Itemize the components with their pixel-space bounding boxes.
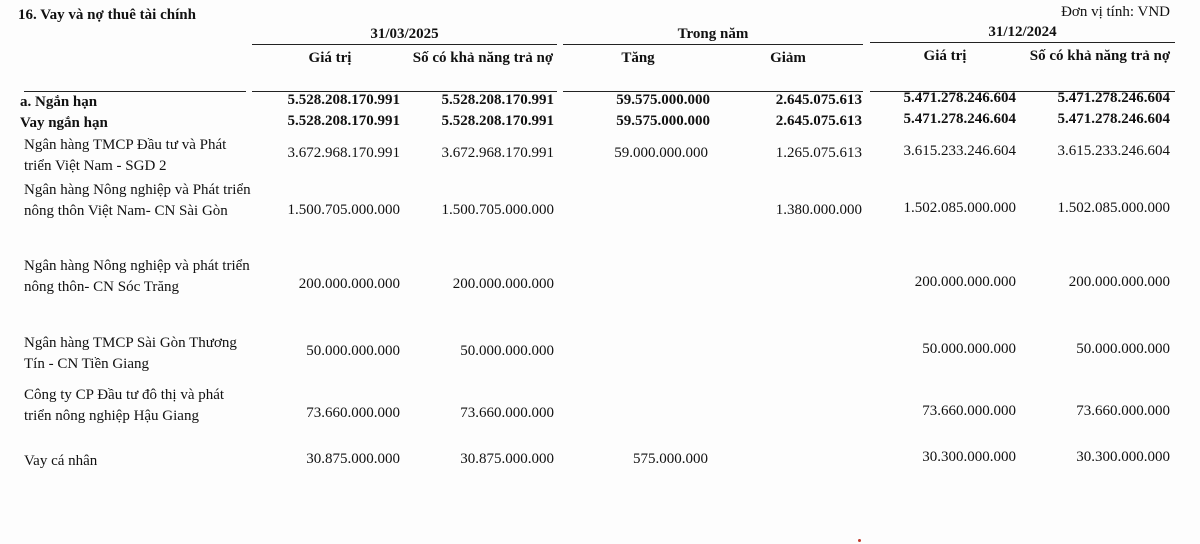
cell-value-1: 50.000.000.000 <box>306 343 400 359</box>
cell-value-2: 5.471.278.246.604 <box>903 90 1016 106</box>
cell-increase: 59.000.000.000 <box>614 145 708 161</box>
cell-decrease: 2.645.075.613 <box>775 92 862 108</box>
column-header-value-1: Giá trị <box>308 50 352 66</box>
scan-speck <box>858 539 861 542</box>
cell-repayable-1: 73.660.000.000 <box>460 405 554 421</box>
cell-repayable-1: 3.672.968.170.991 <box>441 145 554 161</box>
group-rule-during-year <box>563 44 863 45</box>
cell-repayable-2: 1.502.085.000.000 <box>1057 200 1170 216</box>
row-label: Vay ngắn hạn <box>20 115 108 131</box>
cell-repayable-2: 3.615.233.246.604 <box>1057 143 1170 159</box>
group-rule-opening <box>252 44 557 45</box>
cell-value-1: 5.528.208.170.991 <box>287 113 400 129</box>
cell-repayable-2: 5.471.278.246.604 <box>1057 111 1170 127</box>
currency-unit: Đơn vị tính: VND <box>1061 4 1170 20</box>
cell-value-1: 1.500.705.000.000 <box>287 202 400 218</box>
group-header-closing: 31/12/2024 <box>988 24 1057 40</box>
cell-value-2: 5.471.278.246.604 <box>903 111 1016 127</box>
column-header-repayable-1: Số có khả năng trả nợ <box>412 50 554 66</box>
row-label: Ngân hàng Nông nghiệp và phát triển nông thôn- CN Sóc Trăng <box>24 258 250 295</box>
row-label: Vay cá nhân <box>24 453 98 469</box>
cell-value-1: 30.875.000.000 <box>306 451 400 467</box>
cell-repayable-1: 1.500.705.000.000 <box>441 202 554 218</box>
cell-value-2: 1.502.085.000.000 <box>903 200 1016 216</box>
cell-value-2: 200.000.000.000 <box>914 274 1016 290</box>
group-rule-closing <box>870 42 1175 43</box>
cell-value-2: 73.660.000.000 <box>922 403 1016 419</box>
cell-decrease: 1.265.075.613 <box>775 145 862 161</box>
column-header-increase: Tăng <box>621 50 655 66</box>
group-header-opening: 31/03/2025 <box>370 26 439 42</box>
cell-repayable-2: 73.660.000.000 <box>1076 403 1170 419</box>
cell-repayable-2: 50.000.000.000 <box>1076 341 1170 357</box>
cell-value-2: 50.000.000.000 <box>922 341 1016 357</box>
cell-repayable-1: 50.000.000.000 <box>460 343 554 359</box>
cell-value-2: 30.300.000.000 <box>922 449 1016 465</box>
cell-value-1: 73.660.000.000 <box>306 405 400 421</box>
cell-increase: 575.000.000 <box>633 451 708 467</box>
row-label: Ngân hàng TMCP Đầu tư và Phát triển Việt Nam - SGD 2 <box>24 137 227 174</box>
cell-repayable-1: 5.528.208.170.991 <box>441 92 554 108</box>
cell-value-1: 3.672.968.170.991 <box>287 145 400 161</box>
row-label: Công ty CP Đầu tư đô thị và phát triển nông nghiệp Hậu Giang <box>24 387 225 424</box>
column-header-repayable-2: Số có khả năng trả nợ <box>1029 48 1171 64</box>
cell-repayable-1: 200.000.000.000 <box>452 276 554 292</box>
cell-decrease: 2.645.075.613 <box>775 113 862 129</box>
cell-value-1: 5.528.208.170.991 <box>287 92 400 108</box>
row-label: Ngân hàng Nông nghiệp và Phát triển nông thôn Việt Nam- CN Sài Gòn <box>24 182 251 219</box>
cell-increase: 59.575.000.000 <box>616 92 710 108</box>
column-header-value-2: Giá trị <box>923 48 967 64</box>
row-label: a. Ngắn hạn <box>20 94 98 110</box>
note-title: 16. Vay và nợ thuê tài chính <box>18 7 196 23</box>
cell-value-2: 3.615.233.246.604 <box>903 143 1016 159</box>
cell-repayable-1: 30.875.000.000 <box>460 451 554 467</box>
cell-repayable-2: 30.300.000.000 <box>1076 449 1170 465</box>
group-header-during-year: Trong năm <box>677 26 749 42</box>
cell-value-1: 200.000.000.000 <box>298 276 400 292</box>
row-label: Ngân hàng TMCP Sài Gòn Thương Tín - CN Tiền Giang <box>24 335 237 372</box>
cell-increase: 59.575.000.000 <box>616 113 710 129</box>
column-header-decrease: Giảm <box>770 50 806 66</box>
cell-repayable-2: 5.471.278.246.604 <box>1057 90 1170 106</box>
cell-repayable-1: 5.528.208.170.991 <box>441 113 554 129</box>
cell-repayable-2: 200.000.000.000 <box>1068 274 1170 290</box>
cell-decrease: 1.380.000.000 <box>775 202 862 218</box>
